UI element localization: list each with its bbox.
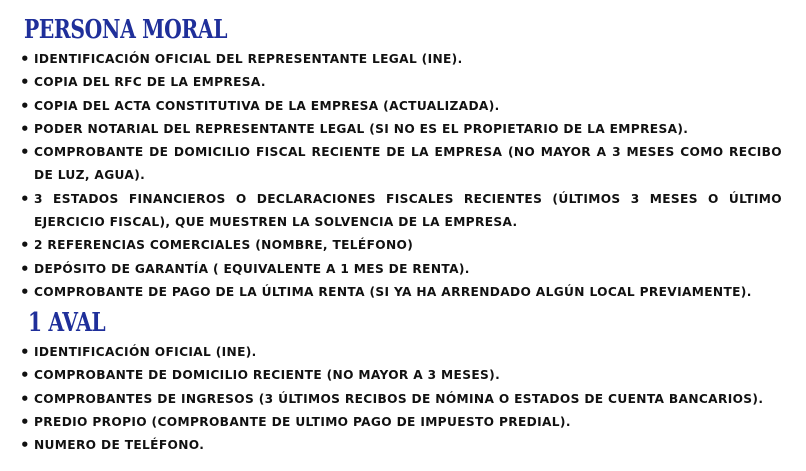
list-item <box>20 258 782 281</box>
list-item-text: IDENTIFICACIÓN OFICIAL (INE). <box>34 345 257 359</box>
list-item-text: COMPROBANTE DE PAGO DE LA ÚLTIMA RENTA (SI YA HA ARRENDADO ALGÚN LOCAL PREVIAMENTE). <box>34 284 752 299</box>
bullet-icon <box>20 258 30 281</box>
list-item-text: COMPROBANTE DE DOMICILIO RECIENTE (NO MAYOR A 3 MESES). <box>34 368 501 383</box>
list-item-text: COMPROBANTES DE INGRESOS (3 ÚLTIMOS RECIBOS DE NÓMINA O ESTADOS DE CUENTA BANCARIOS). <box>34 391 764 406</box>
list-item <box>20 281 782 304</box>
list-item <box>20 411 782 434</box>
list-item <box>20 95 782 118</box>
list-item-text: 3 ESTADOS FINANCIEROS O DECLARACIONES FISCALES RECIENTES (ÚLTIMOS 3 MESES O ÚLTIMO EJERCICIO FISCAL), QUE MUESTREN LA SOLVENCIA DE LA EMPRESA. <box>34 191 782 230</box>
bullet-icon <box>20 141 30 164</box>
list-item <box>20 234 782 257</box>
section-title-persona-moral: PERSONA MORAL <box>24 15 228 45</box>
list-item <box>20 188 782 235</box>
list-item-text: PREDIO PROPIO (COMPROBANTE DE ULTIMO PAGO DE IMPUESTO PREDIAL). <box>34 414 571 429</box>
bullet-icon <box>20 411 30 434</box>
bullet-icon <box>20 434 30 457</box>
bullet-icon <box>20 281 30 304</box>
list-item-text: COPIA DEL ACTA CONSTITUTIVA DE LA EMPRESA (ACTUALIZADA). <box>34 98 500 113</box>
bullet-icon <box>20 388 30 411</box>
list-item <box>20 71 782 94</box>
list-item <box>20 364 782 387</box>
bullet-icon <box>20 341 30 364</box>
persona-moral-requirements-list <box>20 48 782 304</box>
list-item <box>20 341 782 364</box>
bullet-icon <box>20 71 30 94</box>
list-item-text: NUMERO DE TELÉFONO. <box>34 438 205 453</box>
bullet-icon <box>20 95 30 118</box>
list-item <box>20 388 782 411</box>
list-item-text: 2 REFERENCIAS COMERCIALES (NOMBRE, TELÉFONO) <box>34 238 414 253</box>
bullet-icon <box>20 118 30 141</box>
list-item <box>20 48 782 71</box>
list-item <box>20 118 782 141</box>
list-item-text: COMPROBANTE DE DOMICILIO FISCAL RECIENTE DE LA EMPRESA (NO MAYOR A 3 MESES COMO RECIBO DE LUZ, AGUA). <box>34 145 782 183</box>
list-item <box>20 141 782 188</box>
list-item-text: COPIA DEL RFC DE LA EMPRESA. <box>34 75 266 90</box>
bullet-icon <box>20 364 30 387</box>
bullet-icon <box>20 48 30 71</box>
bullet-icon <box>20 188 30 211</box>
list-item-text: DEPÓSITO DE GARANTÍA ( EQUIVALENTE A 1 MES DE RENTA). <box>34 261 470 276</box>
aval-requirements-list <box>20 341 782 457</box>
bullet-icon <box>20 234 30 257</box>
list-item <box>20 434 782 457</box>
section-title-aval: 1 AVAL <box>28 308 106 338</box>
list-item-text: PODER NOTARIAL DEL REPRESENTANTE LEGAL (SI NO ES EL PROPIETARIO DE LA EMPRESA). <box>34 121 689 136</box>
list-item-text: IDENTIFICACIÓN OFICIAL DEL REPRESENTANTE LEGAL (INE). <box>34 52 463 66</box>
